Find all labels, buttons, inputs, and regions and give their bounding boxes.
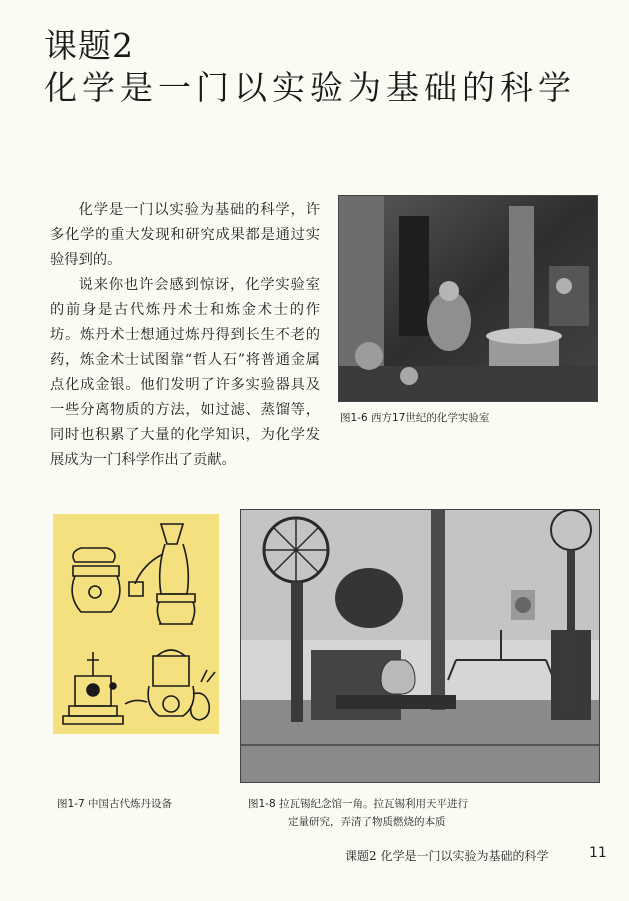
figure-1-6-caption: 图1-6 西方17世纪的化学实验室 <box>340 412 490 424</box>
figure-1-8-image <box>240 509 600 783</box>
figure-1-6-image <box>338 195 598 402</box>
page-title: 化学是一门以实验为基础的科学 <box>44 68 576 107</box>
body-text <box>50 198 320 473</box>
running-footer-title: 课题2 化学是一门以实验为基础的科学 <box>345 849 549 863</box>
figure-1-8-caption-line2: 定量研究，弄清了物质燃烧的本质 <box>288 816 446 828</box>
paragraph-2: 说来你也许会感到惊讶，化学实验室的前身是古代炼丹术士和炼金术士的作坊。炼丹术士想通过炼丹得到长生不老的药，炼金术士试图靠“哲人石”将普通金属点化成金银。他们发明了许多实验器具及一些分离物质的方法，如过滤、蒸馏等，同时也积累了大量的化学知识，为化学发展成为一门科学作出了贡献。 <box>50 277 320 468</box>
topic-label: 课题2 <box>44 26 134 65</box>
paragraph-1: 化学是一门以实验为基础的科学，许多化学的重大发现和研究成果都是通过实验得到的。 <box>50 202 320 268</box>
figure-1-7-image <box>53 514 219 734</box>
figure-1-8-caption-line1: 图1-8 拉瓦锡纪念馆一角。拉瓦锡利用天平进行 <box>248 798 468 810</box>
figure-1-7-caption: 图1-7 中国古代炼丹设备 <box>57 798 172 810</box>
page-number: 11 <box>589 845 607 861</box>
